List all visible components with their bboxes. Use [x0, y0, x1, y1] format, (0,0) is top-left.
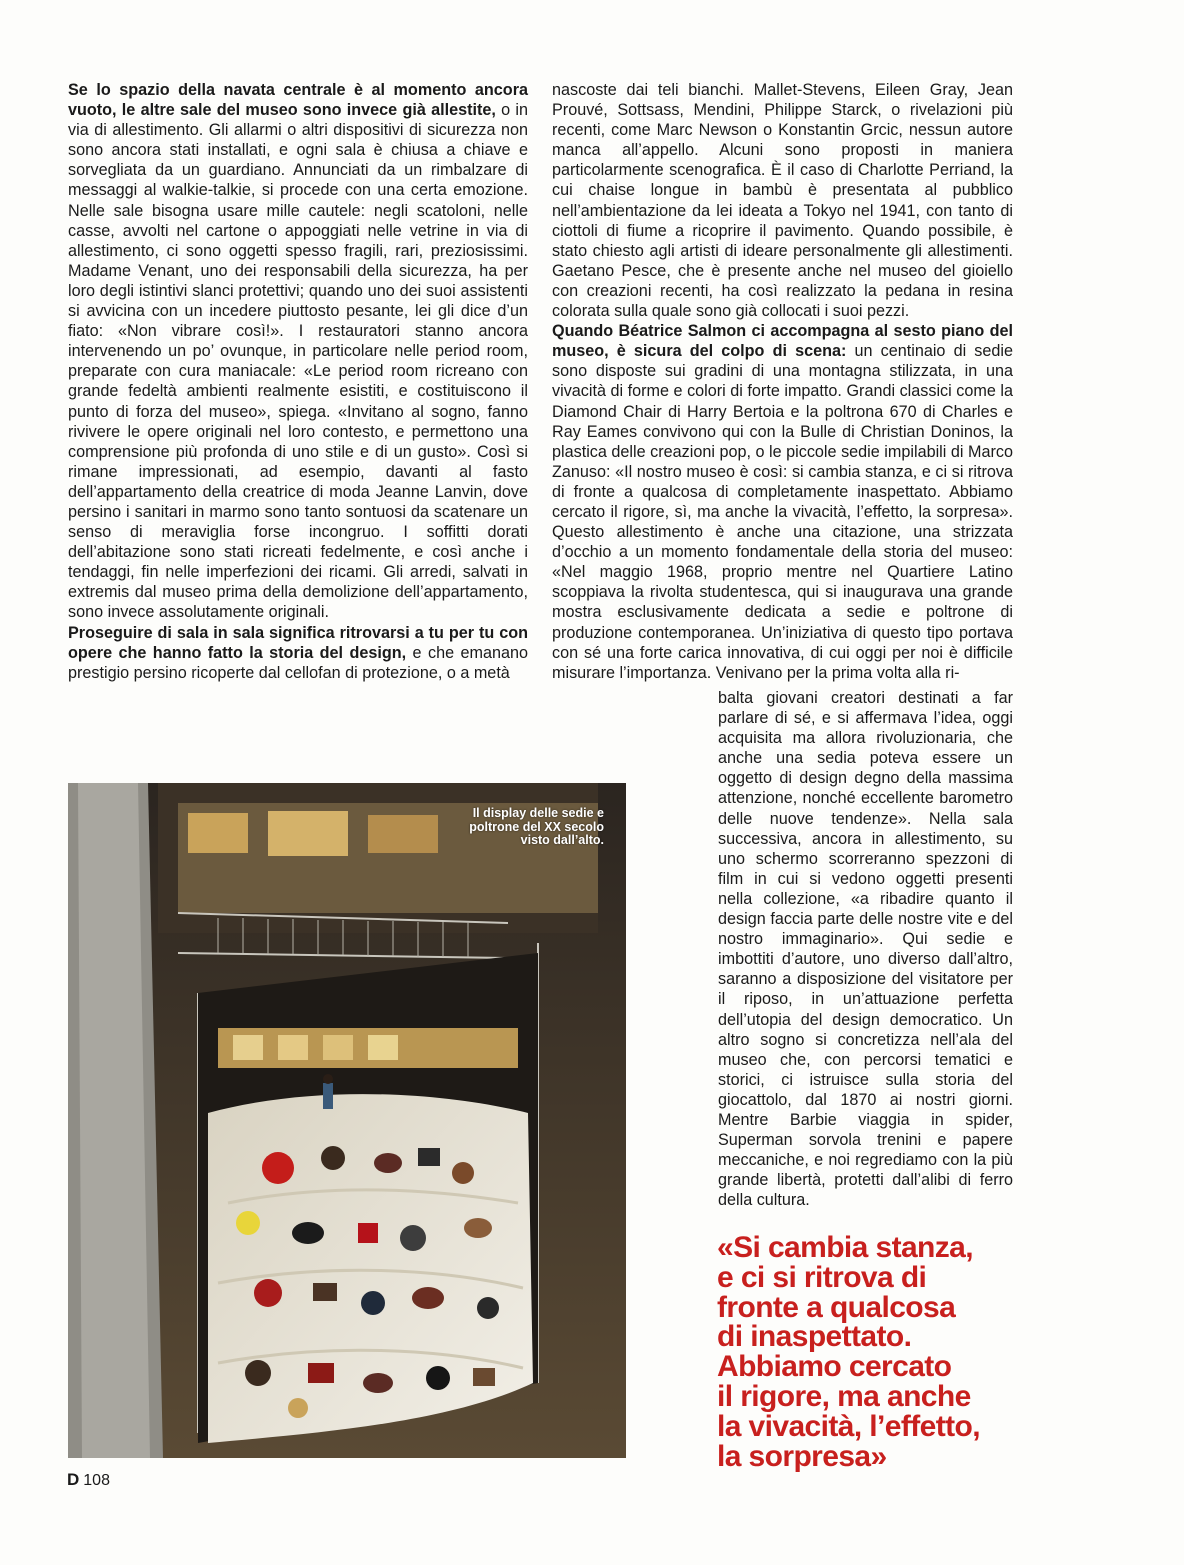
museum-chairs-photo	[68, 783, 626, 1458]
body-text: nascoste dai teli bianchi. Mallet-Stevens, Eileen Gray, Jean Prouvé, Sottsass, Mendini, Philippe Starck, o rivelazioni più recenti, come Marc Newson o Konstantin Grcic, nessun autore manca all’appello. Alcuni sono proposti in maniera particolarmente scenografica. È il caso di Charlotte Perriand, la cui chaise longue in bambù è presentata al pubblico nell’ambientazione da lei ideata a Tokyo nel 1941, con tanto di ciottoli di fiume a ricoprire il pavimento. Quando possibile, è stato chiesto agli artisti di ideare personalmente gli allestimenti. Gaetano Pesce, che è presente anche nel museo del gioiello con creazioni recenti, ha così realizzato la pedana in resina colorata sulla quale sono già collocati i suoi pezzi.	[552, 81, 1013, 321]
photo-caption: Il display delle sedie e poltrone del XX secolo visto dall’alto.	[469, 806, 604, 847]
body-text: un centinaio di sedie sono disposte sui gradini di una montagna stilizzata, in una vivacità di forme e colori di forte impatto. Grandi classici come la Diamond Chair di Harry Bertoia e la poltrona 670 di Charles e Ray Eames convivono qui con la Bulle di Christian Doninos, la plastica delle creazioni pop, o le piccole sedie impilabili di Marco Zanuso: «Il nostro museo è così: si cambia stanza, e ci si ritrova di fronte a qualcosa di completamente inaspettato. Abbiamo cercato il rigore, sì, ma anche la vivacità, l’effetto, la sorpresa». Questo allestimento è anche una citazione, una strizzata d’occhio a un momento fondamentale della storia del museo: «Nel maggio 1968, proprio mentre nel Quartiere Latino scoppiava la rivolta studentesca, qui si inaugurava una grande mostra esclusivamente dedicata a sedie e poltrone di produzione contemporanea. Un’iniziativa di questo tipo portava con sé una forte carica innovativa, di cui oggi per noi è difficile misurare l’importanza. Venivano per la prima volta alla ri-	[552, 342, 1013, 682]
pull-quote-line: fronte a qualcosa	[717, 1290, 956, 1324]
pull-quote-line: il rigore, ma anche	[717, 1379, 971, 1413]
magazine-mark: D	[67, 1470, 80, 1489]
subhead-bold: Proseguire di sala in sala significa ritrovarsi a tu per tu con opere che hanno fatto la storia del design,	[68, 623, 528, 662]
article-column-3	[718, 688, 1013, 1210]
article-column-1	[68, 80, 528, 683]
photo-illustration	[68, 783, 626, 1458]
paragraph	[552, 80, 1013, 321]
page-folio	[67, 1470, 110, 1490]
pull-quote-line: la vivacità, l’effetto,	[717, 1409, 980, 1443]
pull-quote-line: di inaspettato.	[717, 1320, 912, 1354]
body-text: o in via di allestimento. Gli allarmi o altri dispositivi di sicurezza non sono ancora stati installati, e ogni sala è chiusa a chiave e sorvegliata da un guardiano. Annunciati da un rimbalzare di messaggi al walkie-talkie, si procede con una certa emozione. Nelle sale bisogna usare mille cautele: negli scatoloni, nelle casse, avvolti nel cartone o appoggiati nelle vetrine in via di allestimento, ci sono oggetti spesso fragili, rari, preziosissimi. Madame Venant, uno dei responsabili della sicurezza, ha per loro degli istintivi slanci protettivi; quando uno dei suoi assistenti si avvicina con un incedere piuttosto pesante, lei gli dice d’un fiato: «Non vibrare così!». I restauratori stanno ancora intervenendo un po’ ovunque, in particolare nelle period room, preparate con cura maniacale: «Le period room ricreano con grande fedeltà ambienti realmente esistiti, e costituiscono il punto di forza del museo», spiega. «Invitano al sogno, fanno rivivere le opere originali nel loro contesto, e permettono una comprensione più profonda di uno stile e di un gusto». Così si rimane impressionati, ad esempio, davanti al fasto dell’appartamento della creatrice di moda Jeanne Lanvin, dove persino i sanitari in marmo sono tanto sontuosi da scatenare un senso di meraviglia forse incongruo. I soffitti dorati dell’abitazione sono stati ricreati fedelmente, e così anche i tendaggi, fin nelle imperfezioni dei ricami. Gli arredi, salvati in extremis dal museo prima della demolizione dell’appartamento, sono invece assolutamente originali.	[68, 101, 528, 622]
lead-bold: Se lo spazio della navata centrale è al momento ancora vuoto, le altre sale del museo sono invece già allestite,	[68, 81, 528, 120]
page-number: 108	[83, 1472, 110, 1489]
pull-quote-line: Abbiamo cercato	[717, 1350, 952, 1384]
pull-quote-line: la sorpresa»	[717, 1439, 887, 1473]
paragraph	[718, 688, 1013, 1210]
pull-quote	[717, 1233, 1037, 1471]
paragraph	[552, 321, 1013, 683]
subhead-bold: Quando Béatrice Salmon ci accompagna al sesto piano del museo, è sicura del colpo di scena:	[552, 322, 1013, 361]
body-text: balta giovani creatori destinati a far parlare di sé, e si affermava l’idea, oggi acquisita ma allora rivoluzionaria, che anche una sedia poteva essere un oggetto di design degno della massima attenzione, nonché eccellente barometro delle nuove tendenze». Nella sala successiva, ancora in allestimento, su uno schermo scorreranno spezzoni di film in cui si vedono oggetti presenti nella collezione, «a ribadire quanto il design faccia parte delle nostre vite e del nostro immaginario». Qui sedie e imbottiti d’autore, uno diverso dall’altro, saranno a disposizione del visitatore per il riposo, in un’attuazione perfetta dell’utopia del design democratico. Un altro sogno si concretizza nell’ala del museo che, con percorsi tematici e storici, ci istruisce sulla storia del giocattolo, dal 1870 ai nostri giorni. Mentre Barbie viaggia in spider, Superman sorvola trenini e papere meccaniche, e noi regrediamo con la più grande libertà, protetti dall’alibi di ferro della cultura.	[718, 689, 1013, 1210]
pull-quote-line: «Si cambia stanza,	[717, 1231, 973, 1264]
article-column-2	[552, 80, 1013, 683]
paragraph	[68, 80, 528, 623]
pull-quote-line: e ci si ritrova di	[717, 1260, 927, 1294]
paragraph	[68, 623, 528, 683]
body-text: e che emanano prestigio persino ricoperte dal cellofan di protezione, o a metà	[68, 643, 528, 682]
